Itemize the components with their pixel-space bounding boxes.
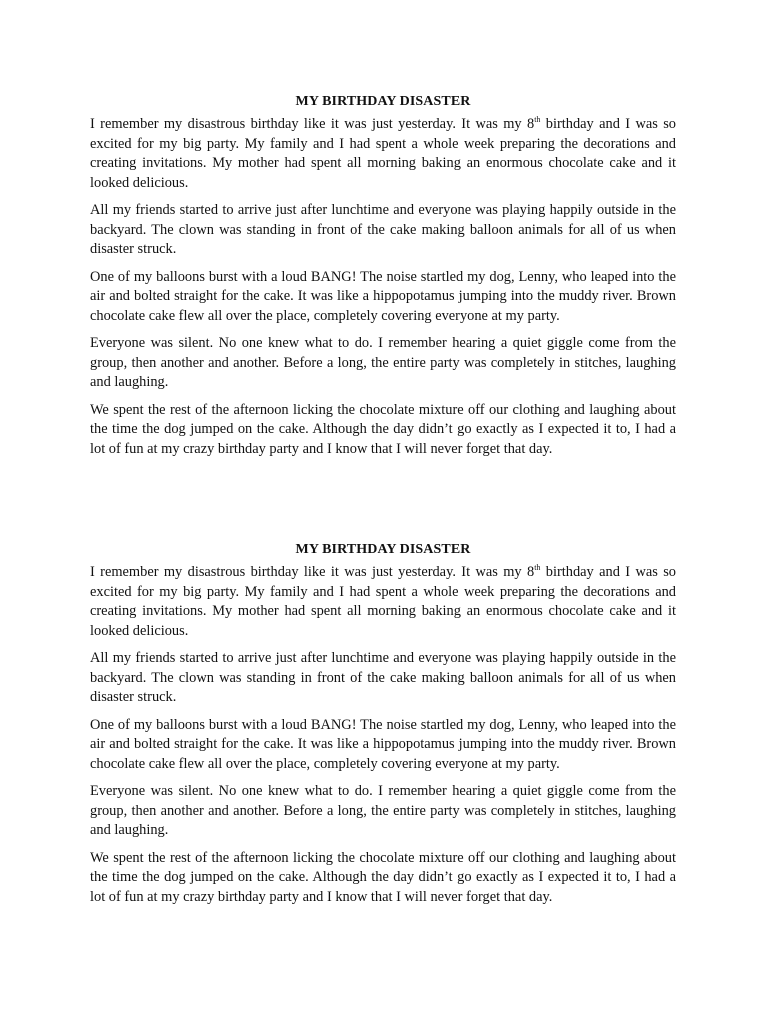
story-title: MY BIRTHDAY DISASTER — [295, 542, 471, 557]
paragraph-1 — [90, 115, 676, 193]
paragraph-1-text-start: I remember my disastrous birthday like it was just yesterday. It was my 8 — [90, 564, 535, 580]
ordinal-suffix: th — [534, 115, 541, 124]
paragraph-2: All my friends started to arrive just after lunchtime and everyone was playing happily outside in the backyard. The clown was standing in front of the cake making balloon animals for all of us when disaster struck. — [90, 650, 676, 705]
paragraph-5: We spent the rest of the afternoon licking the chocolate mixture off our clothing and laughing about the time the dog jumped on the cake. Although the day didn’t go exactly as I expected it to, I had a lot of fun at my crazy birthday party and I know that I will never forget that day. — [90, 849, 676, 905]
story-copy-2 — [90, 541, 676, 915]
paragraph-3: One of my balloons burst with a loud BANG! The noise startled my dog, Lenny, who leaped into the air and bolted straight for the cake. It was like a hippopotamus jumping into the muddy river. Brown chocolate cake flew all over the place, completely covering everyone at my party. — [90, 268, 676, 324]
paragraph-2: All my friends started to arrive just after lunchtime and everyone was playing happily outside in the backyard. The clown was standing in front of the cake making balloon animals for all of us when disaster struck. — [90, 202, 676, 257]
paragraph-1-text-start: I remember my disastrous birthday like it was just yesterday. It was my 8 — [90, 116, 535, 132]
story-title: MY BIRTHDAY DISASTER — [295, 94, 471, 109]
paragraph-5: We spent the rest of the afternoon licking the chocolate mixture off our clothing and laughing about the time the dog jumped on the cake. Although the day didn’t go exactly as I expected it to, I had a lot of fun at my crazy birthday party and I know that I will never forget that day. — [90, 401, 676, 457]
paragraph-3: One of my balloons burst with a loud BANG! The noise startled my dog, Lenny, who leaped into the air and bolted straight for the cake. It was like a hippopotamus jumping into the muddy river. Brown chocolate cake flew all over the place, completely covering everyone at my party. — [90, 716, 676, 772]
paragraph-4: Everyone was silent. No one knew what to do. I remember hearing a quiet giggle come from the group, then another and another. Before a long, the entire party was completely in stitches, laughing and laughing. — [90, 783, 676, 838]
paragraph-1-text-end: birthday and I was so excited for my big party. My family and I had spent a whole week preparing the decorations and creating invitations. My mother had spent all morning baking an enormous chocolate cake and it looked delicious. — [90, 564, 676, 639]
paragraph-1-text-end: birthday and I was so excited for my big party. My family and I had spent a whole week preparing the decorations and creating invitations. My mother had spent all morning baking an enormous chocolate cake and it looked delicious. — [90, 116, 676, 191]
ordinal-suffix: th — [534, 563, 541, 572]
paragraph-1 — [90, 563, 676, 641]
paragraph-4: Everyone was silent. No one knew what to do. I remember hearing a quiet giggle come from the group, then another and another. Before a long, the entire party was completely in stitches, laughing and laughing. — [90, 335, 676, 390]
story-copy-1 — [90, 93, 676, 467]
